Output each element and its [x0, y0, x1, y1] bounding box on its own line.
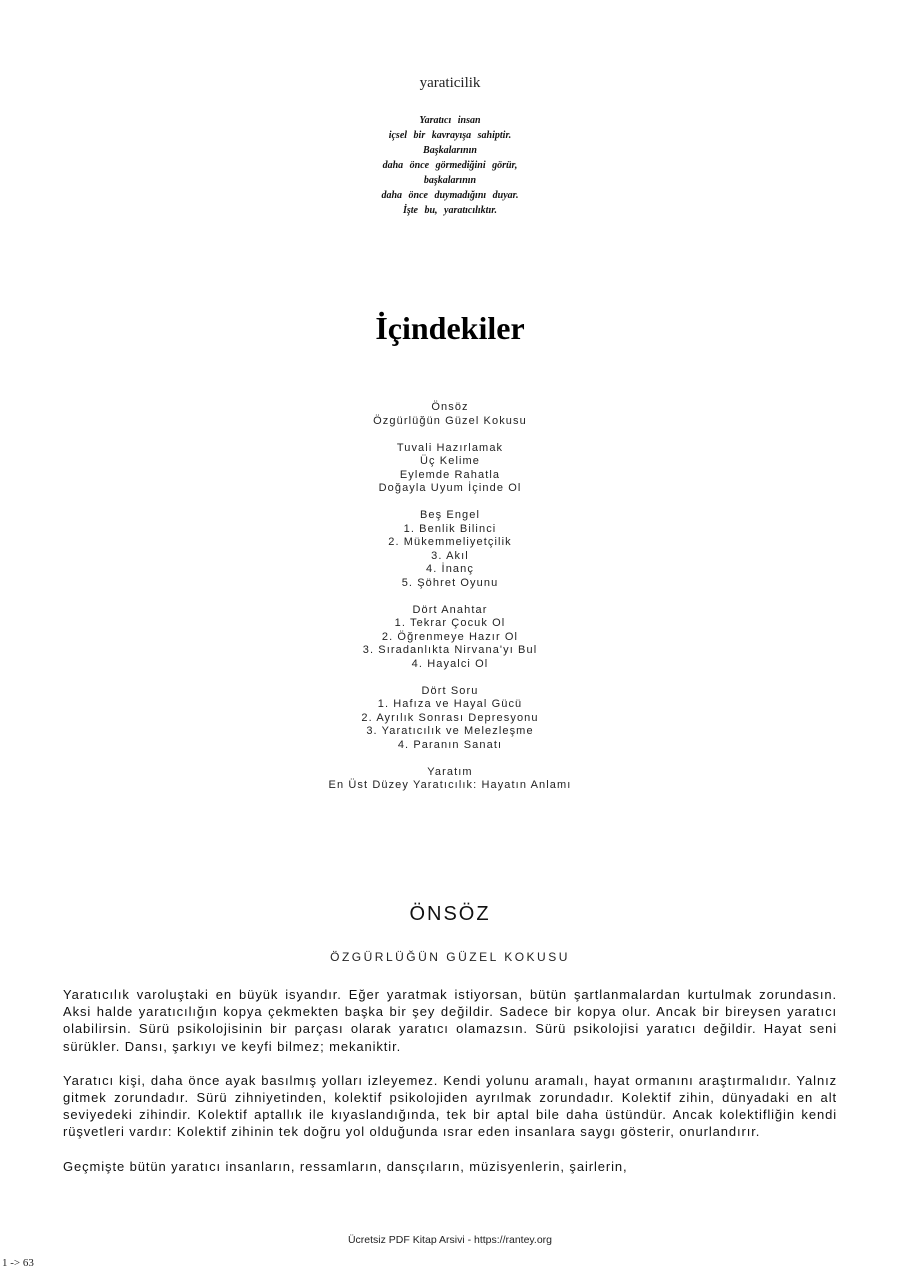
toc-entry[interactable]: 3. Akıl — [431, 549, 469, 562]
table-of-contents — [0, 401, 900, 806]
toc-entry[interactable]: 1. Benlik Bilinci — [403, 522, 497, 535]
toc-entry[interactable]: 5. Şöhret Oyunu — [401, 576, 499, 589]
toc-entry[interactable]: Üç Kelime — [419, 455, 481, 467]
preface-heading: ÖNSÖZ — [409, 903, 491, 925]
epigraph-line: içsel bir kavrayışa sahiptir. — [388, 130, 512, 141]
toc-entry[interactable]: 4. Paranın Sanatı — [397, 738, 503, 751]
toc-entry[interactable]: Doğayla Uyum İçinde Ol — [378, 482, 522, 494]
toc-entry[interactable]: 3. Yaratıcılık ve Melezleşme — [366, 725, 534, 737]
toc-group — [0, 442, 900, 496]
toc-group — [0, 401, 900, 428]
toc-entry[interactable]: 2. Ayrılık Sonrası Depresyonu — [361, 711, 539, 724]
toc-heading: İçindekiler — [375, 310, 525, 346]
toc-section-title[interactable]: Beş Engel — [419, 509, 481, 521]
toc-group — [0, 766, 900, 793]
epigraph — [0, 113, 900, 218]
toc-entry[interactable]: Özgürlüğün Güzel Kokusu — [373, 414, 527, 427]
preface-body — [63, 986, 837, 1192]
toc-entry[interactable]: 4. Hayalci Ol — [411, 657, 489, 670]
toc-group — [0, 604, 900, 672]
toc-group — [0, 685, 900, 753]
toc-section-title[interactable]: Önsöz — [431, 401, 469, 413]
epigraph-line: daha önce görmediğini görür, — [382, 160, 518, 171]
book-title: yaraticilik — [419, 75, 481, 91]
footer-source: Ücretsiz PDF Kitap Arsivi - https://rantey.org — [347, 1234, 553, 1246]
epigraph-line: Yaratıcı insan — [419, 115, 481, 126]
toc-entry[interactable]: 1. Tekrar Çocuk Ol — [394, 617, 506, 629]
epigraph-line: başkalarının — [423, 175, 477, 186]
paragraph: Geçmişte bütün yaratıcı insanların, ressamların, dansçıların, müzisyenlerin, şairlerin, — [63, 1158, 628, 1174]
epigraph-line: İşte bu, yaratıcılıktır. — [402, 205, 498, 216]
epigraph-line: daha önce duymadığını duyar. — [381, 190, 519, 201]
paragraph: Yaratıcı kişi, daha önce ayak basılmış yolları izleyemez. Kendi yolunu aramalı, hayat ormanını araştırmalıdır. Yalnız gitmek zorundadır. Sürü zihniyetinden, kolektif psikolojiden ayrılmak zorundadır. Kolektif zihin, dünyadaki en alt seviyedeki zihindir. Kolektif aptallık ile kıyaslandığında, tek bir aptal bile daha üstündür. Ancak kolektifliğin kendi rüşvetleri vardır: Kolektif zihinin tek doğru yol olduğunda ısrar eden insanlara saygı gösterir, onurlandırır. — [63, 1072, 837, 1140]
toc-section-title[interactable]: Tuvali Hazırlamak — [396, 441, 504, 454]
toc-section-title[interactable]: Dört Soru — [421, 684, 479, 697]
paragraph: Yaratıcılık varoluştaki en büyük isyandır. Eğer yaratmak istiyorsan, bütün şartlanmalardan kurtulmak zorundasın. Aksi halde yaratıcılığın kopya çekmekten başka bir şey değildir. Sadece bir kopya olur. Ancak bir bireysen yaratıcı olabilirsin. Sürü psikolojisinin bir parçası olarak yaratıcı olamazsın. Sürü psikolojisi yaratıcı değildir. Hayat seni sürükler. Dansı, şarkıyı ve keyfi bilmez; mekaniktir. — [63, 987, 837, 1054]
toc-section-title[interactable]: Yaratım — [427, 765, 473, 778]
toc-group — [0, 509, 900, 590]
toc-entry[interactable]: 2. Mükemmeliyetçilik — [388, 536, 512, 548]
toc-entry[interactable]: 2. Öğrenmeye Hazır Ol — [381, 630, 519, 643]
preface-subheading: ÖZGÜRLÜĞÜN GÜZEL KOKUSU — [330, 950, 570, 964]
toc-entry[interactable]: En Üst Düzey Yaratıcılık: Hayatın Anlamı — [328, 779, 572, 791]
toc-entry[interactable]: 3. Sıradanlıkta Nirvana'yı Bul — [362, 644, 538, 656]
page-number: 1 -> 63 — [2, 1257, 34, 1269]
toc-section-title[interactable]: Dört Anahtar — [412, 603, 488, 616]
toc-entry[interactable]: 1. Hafıza ve Hayal Gücü — [377, 698, 523, 710]
toc-entry[interactable]: Eylemde Rahatla — [399, 468, 501, 481]
toc-entry[interactable]: 4. İnanç — [426, 563, 474, 575]
epigraph-line: Başkalarının — [423, 145, 477, 156]
